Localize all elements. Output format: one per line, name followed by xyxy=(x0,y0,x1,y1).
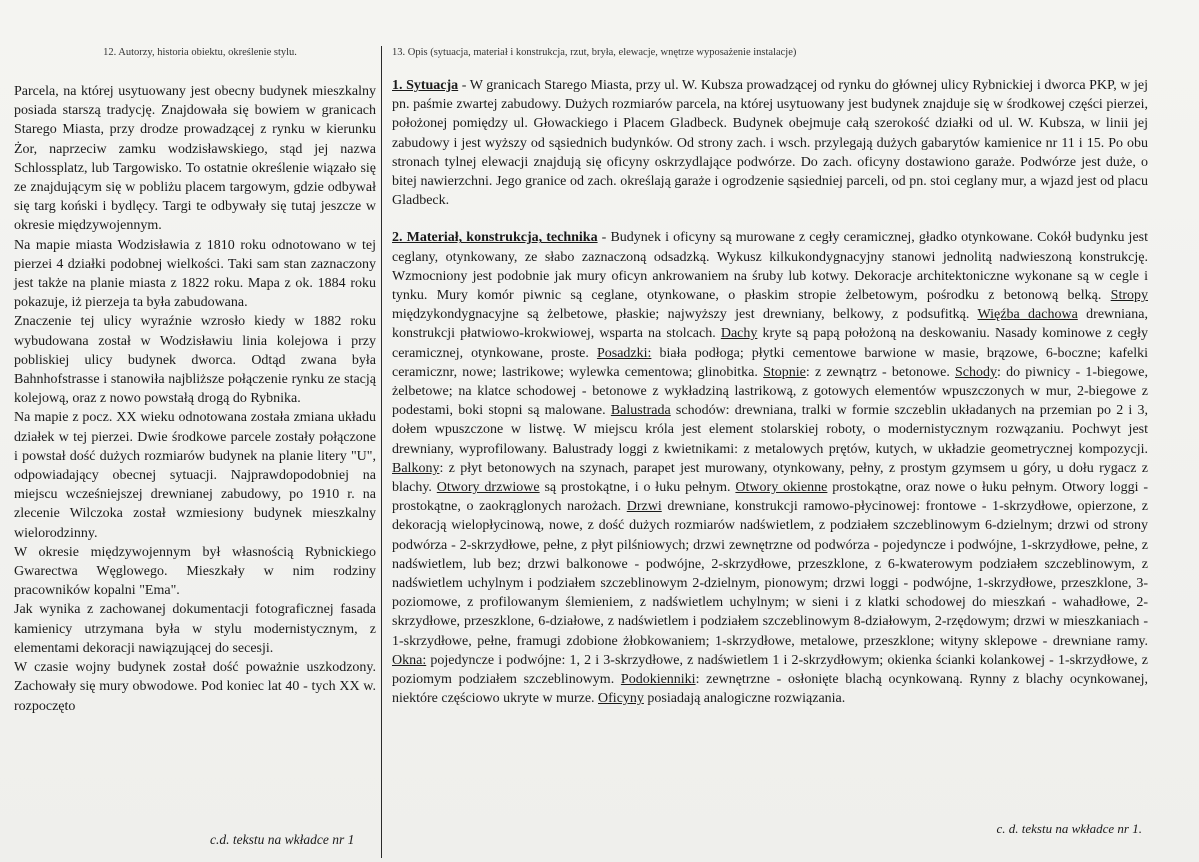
section-text: - Budynek i oficyny są murowane z cegły ceramicznej, gładko otynkowane. Cokół budynku jest ceglany, otynkowany, ze słabo zaznaczoną odsadzką. Wykusz kilkukondygnacyjny stanowi jednolitą nadwieszoną konstrukcję. Wzmocniony jest podobnie jak mury oficyn ankrowaniem na śruby lub kotwy. Dekoracje architektoniczne wykonane są w cegle i tynku. Mury komór piwnic są ceglane, otynkowane, o płaskim stropie żelbetowym, pośrodku z betonową belką. xyxy=(392,230,1148,304)
term-label: Balkony xyxy=(392,460,440,476)
term-label: Posadzki: xyxy=(596,345,652,361)
section-text: : do piwnicy - 1-biegowe, żelbetowe; na klatce schodowej - betonowe z wykładziną lastrikową, z gotowych elementów wpuszczonych w mur, 2-biegowe z podestami, boki stopni są malowane. xyxy=(392,364,1148,419)
section-text: schodów: drewniana, tralki w formie szczeblin układanych na przemian po 2 i 3, dołem wpuszczone w listwę. W miejscu króla jest element stolarskiej roboty, o modernistycznym rozwązaniu. Pochwyt jest drewniany, wyprofilowany. Balustrady loggi z kwietnikami: z metalowych prętów, kutych, w układzie geometrycznej kompozycji. xyxy=(392,403,1148,457)
left-continuation-note: c.d. tekstu na wkładce nr 1 xyxy=(210,832,355,847)
left-column-header: 12. Autorzy, historia obiektu, określenie stylu. xyxy=(103,47,297,58)
section-text: : z płyt betonowych na szynach, parapet jest murowany, otynkowany, pełny, z prostym gzymsem u góry, u dołu rygacz z blachy. xyxy=(392,460,1148,496)
section-text: prostokątne, oraz nowe o łuku pełnym. Otwory loggi - prostokątne, o zaokrąglonych narożach. xyxy=(392,480,1148,515)
history-paragraph: Znaczenie tej ulicy wyraźnie wzrosło kiedy w 1882 roku wybudowana został w Wodzisławiu linia kolejowa i przy pobliskiej ulicy budynek dworca. Odtąd zwana była Bahnhofstrasse i stanowiła najbliższe połączenie rynku ze stacją kolejową, oraz z nowo powstałą drogą do Rybnika. xyxy=(14,314,376,407)
history-text xyxy=(14,82,376,716)
section-text: międzykondygnacyjne są żelbetowe, płaskie; najwyższy jest drewniany, belkowy, z podsufitką. xyxy=(392,307,978,323)
term-label: Oficyny xyxy=(598,691,644,707)
term-label: Balustrada xyxy=(610,403,671,419)
term-label: Stropy xyxy=(1110,288,1148,304)
section-title: 1. Sytuacja xyxy=(392,78,459,93)
term-label: Otwory drzwiowe xyxy=(436,480,540,496)
section-text: pojedyncze i podwójne: 1, 2 i 3-skrzydłowe, z nadświetlem 1 i 2-skrzydłowym; okienka ścianki kolankowej - 1-skrzydłowe, z poziomym podziałem szczeblinowym. xyxy=(392,652,1148,688)
term-label: Otwory okienne xyxy=(735,480,828,496)
right-continuation-note: c. d. tekstu na wkładce nr 1. xyxy=(996,821,1142,836)
section-text: drewniane, konstrukcji ramowo-płycinowej: frontowe - 1-skrzydłowe, opierzone, z dekoracją wielopłycinową, nowe, z dość dużych rozmiarów nadświetlem, z podziałem szczeblinowym 6-dzielnym; drzwi od strony podwórza - 2-skrzydłowe, pełne, z płyt pilśniowych; drzwi zewnętrzne od podwórza - pojedyncze i podwójne, 1-skrzydłowe, pełne, z nadświetlem, lub bez; drzwi balkonowe - podwójne, 2-skrzydłowe, przeszklone, z 6-kwaterowym podziałem szczeblinowym, z nadświetlem uchylnym i podziałem szczeblinowym 2-dzielnym, pionowym; drzwi loggi - podwójne, 1-skrzydłowe, przeszklone, 3-poziomowe, z profilowanym ślemieniem, z nadświetlem uchylnym; w sieni i z klatki schodowej do mieszkań - wahadłowe, 2-skrzydłowe, przeszklone, 6-działowe, z nadświetlem i podziałem szczeblinowym 8-działowym, 2-rzędowym; drzwi w mieszkaniach - 1-skrzydłowe, pełne, framugi zdobione żłobkowaniem; 1-skrzydłowe, metalowe, przeszklone; wityny sklepowe - drewniane ramy. xyxy=(392,499,1148,649)
section-material xyxy=(392,228,1148,708)
history-paragraph: Na mapie z pocz. XX wieku odnotowana została zmiana układu działek w tej pierzei. Dwie środkowe parcele zostały połączone i powstał dość dużych rozmiarów budynek na planie litery "U", odpowiadający obecnej sytuacji. Najprawdopodobniej na miejscu wcześniejszej drewnianej zabudowy, po 1910 r. na zlecenie Wilczoka został wzmiesiony budynek mieszkalny wielorodzinny. xyxy=(14,410,376,541)
term-label: Schody xyxy=(955,364,998,380)
section-text: są prostokątne, i o łuku pełnym. xyxy=(539,480,736,496)
section-text: posiadają analogiczne rozwiązania. xyxy=(643,691,846,707)
section-text: - W granicach Starego Miasta, przy ul. W. Kubsza prowadzącej od rynku do głównej ulicy Rybnickiej i dworca PKP, w jej pn. paśmie zwartej zabudowy. Dużych rozmiarów parcela, na której usytuowany jest budynek znajduje się w środkowej części pierzei, położonej pomiędzy ul. Głowackiego i Placem Gladbeck. Budynek obejmuje całą szerokość działki od ul. W. Kubsza, w linii jej zabudowy i jest wyższy od sąsiednich budynków. Od strony zach. i wsch. przylegają dużych gabarytów kamienice nr 11 i 15. Po obu stronach tylnej elewacji znajdują się oficyny oskrzydlające podwórze. Do zach. oficyny dostawiono garaże. Podwórze jest duże, o bitej nawierzchni. Jego granice od zach. określają garaże i ogrodzenie sąsiedniej parceli, od pn. stoi ceglany mur, a wjazd jest od placu Gladbeck. xyxy=(392,78,1148,209)
section-text: biała podłoga; płytki cementowe barwione w masie, brązowe, 6-boczne; kafelki ceramicznr, nowe; lastrikowe; wylewka cementowa; glinobitka. xyxy=(392,345,1148,380)
history-paragraph: W okresie międzywojennym był własnością Rybnickiego Gwarectwa Węglowego. Mieszkały w nim rodziny pracowników kopalni "Ema". xyxy=(14,544,376,599)
column-divider xyxy=(381,46,382,858)
section-title: 2. Materiał, konstrukcja, technika xyxy=(392,230,598,246)
section-text: : zewnętrzne - osłonięte blachą ocynkowaną. Rynny z blachy ocynkowanej, niektóre częściowo ukryte w murze. xyxy=(392,672,1149,707)
term-label: Dachy xyxy=(720,326,758,342)
history-paragraph: Parcela, na której usytuowany jest obecny budynek mieszkalny posiada starszą tradycję. Znajdowała się bowiem w granicach Starego Miasta, przy drodze prowadzącej z rynku w kierunku Żor, naprzeciw zamku wodzisławskiego, stąd jej nazwa Schlossplatz, lub Targowisko. To ostatnie określenie wiązało się ze znajdującym się w pobliżu placem targowym, gdzie odbywał się targ koński i bydlęcy. Targi te odbywały się tutaj jeszcze w okresie międzywojennym. xyxy=(14,84,376,234)
history-paragraph: W czasie wojny budynek został dość poważnie uszkodzony. Zachowały się mury obwodowe. Pod koniec lat 40 - tych XX w. rozpoczęto xyxy=(14,660,376,714)
term-label: Okna: xyxy=(392,652,427,668)
term-label: Stopnie xyxy=(763,364,806,380)
section-text: : z zewnątrz - betonowe. xyxy=(805,364,956,380)
section-text: kryte są papą położoną na deskowaniu. Nasady kominowe z cegły ceramicznej, otynkowane, proste. xyxy=(392,326,1148,361)
right-column-header: 13. Opis (sytuacja, materiał i konstrukcja, rzut, bryła, elewacje, wnętrze wyposażenie instalacje) xyxy=(392,47,797,58)
history-paragraph: Na mapie miasta Wodzisławia z 1810 roku odnotowano w tej pierzei 4 działki podobnej wielkości. Taki sam stan zaznaczony jest także na planie miasta z 1822 roku. Mapa z ok. 1884 roku pokazuje, iż pierzeja ta była zabudowana. xyxy=(14,237,376,311)
description-text xyxy=(392,76,1148,709)
term-label: Podokienniki xyxy=(620,672,696,688)
section-text: drewniana, konstrukcji płatwiowo-krokwiowej, wsparta na stolcach. xyxy=(392,307,1148,342)
term-label: Więźba dachowa xyxy=(977,307,1078,323)
history-paragraph: Jak wynika z zachowanej dokumentacji fotograficznej fasada kamienicy utrzymana była w stylu modernistycznym, z elementami dekoracji nawiązującej do secesji. xyxy=(14,602,376,656)
term-label: Drzwi xyxy=(626,499,662,515)
right-column xyxy=(392,46,1172,858)
left-column xyxy=(14,46,376,858)
section-situation xyxy=(392,76,1148,210)
